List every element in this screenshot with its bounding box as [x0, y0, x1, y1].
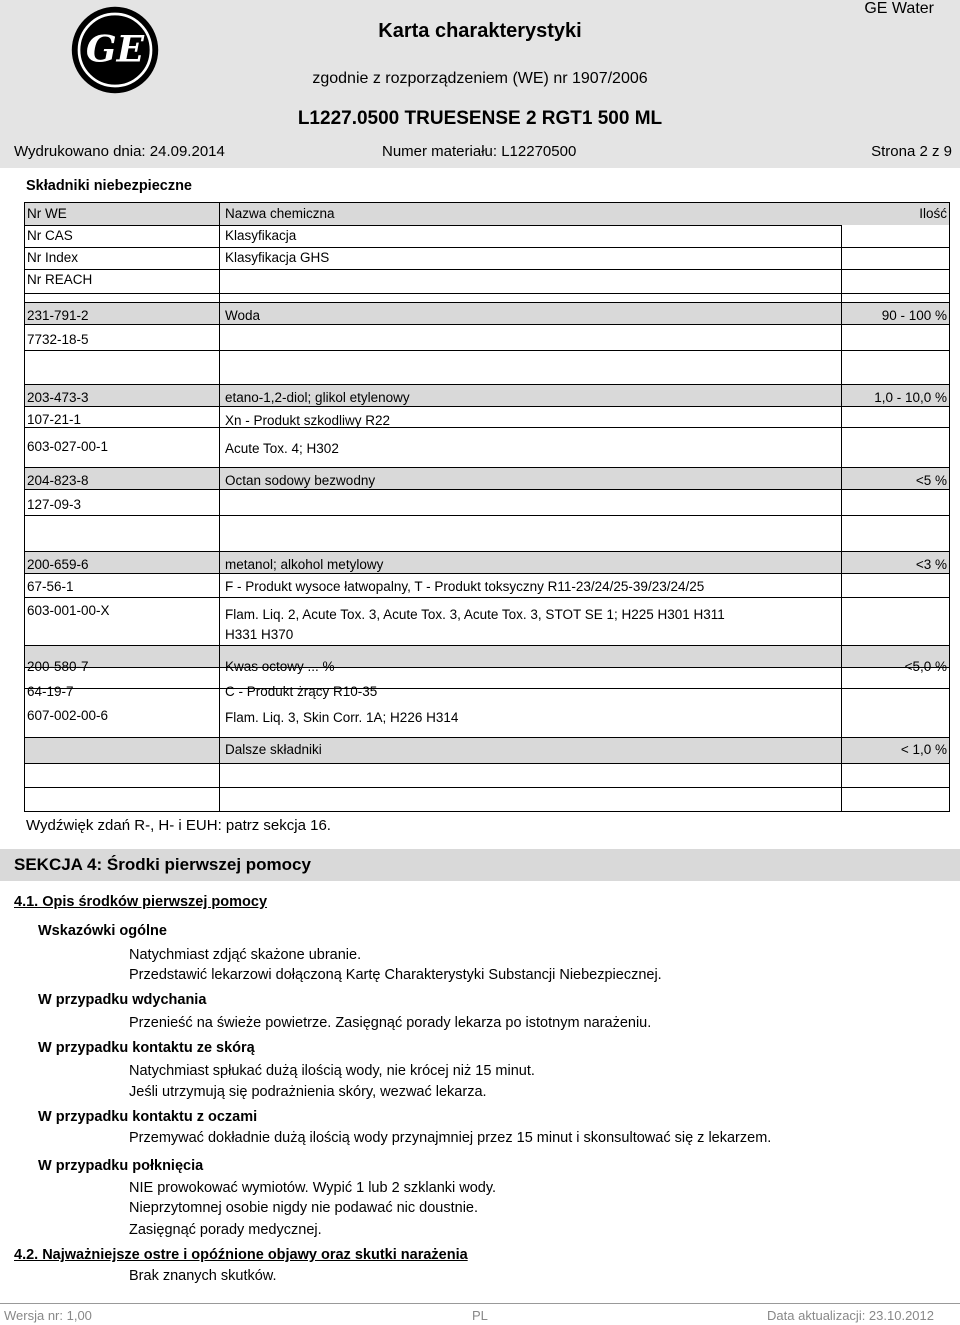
index-number: 603-001-00-X — [27, 603, 110, 618]
hazardous-components-heading: Składniki niebezpieczne — [26, 178, 192, 194]
amount: <5 % — [915, 473, 947, 488]
row-band — [25, 737, 949, 763]
cas-number: 67-56-1 — [27, 579, 74, 594]
amount: 1,0 - 10,0 % — [874, 390, 947, 405]
general-advice-text: Natychmiast zdjąć skażone ubranie. — [129, 947, 362, 963]
col-header-cas-number: Nr CAS — [27, 228, 73, 243]
row-band — [25, 551, 949, 573]
ingestion-text: Zasięgnąć porady medycznej. — [129, 1222, 322, 1238]
language-code: PL — [472, 1308, 488, 1323]
col-header-amount: Ilość — [919, 206, 947, 221]
row-band — [25, 302, 949, 324]
section4-title: SEKCJA 4: Środki pierwszej pomocy — [14, 855, 311, 874]
cas-number: 127-09-3 — [27, 497, 82, 512]
subsection-4-2-text: Brak znanych skutków. — [129, 1268, 277, 1284]
regulation-text: zgodnie z rozporządzeniem (WE) nr 1907/2006 — [312, 70, 648, 87]
document-title: Karta charakterystyki — [378, 20, 582, 42]
row-band — [25, 645, 949, 667]
col-header-index-number: Nr Index — [27, 250, 79, 265]
chemical-name: etano-1,2-diol; glikol etylenowy — [225, 390, 410, 405]
other-components-label: Dalsze składniki — [225, 742, 322, 757]
cas-number: 64-19-7 — [27, 684, 74, 699]
cas-number: 7732-18-5 — [27, 332, 89, 347]
eye-contact-label: W przypadku kontaktu z oczami — [38, 1109, 258, 1125]
ec-number: 200-580-7 — [27, 659, 89, 674]
ingestion-text: NIE prowokować wymiotów. Wypić 1 lub 2 szklanki wody. — [129, 1180, 497, 1196]
amount: 90 - 100 % — [881, 308, 947, 323]
index-number: 607-002-00-6 — [27, 708, 109, 723]
page-number: Strona 2 z 9 — [871, 143, 952, 160]
index-number: 603-027-00-1 — [27, 439, 109, 454]
brand-name: GE Water — [864, 0, 934, 17]
print-date: Wydrukowano dnia: 24.09.2014 — [14, 143, 225, 160]
amount: <5,0 % — [904, 659, 947, 674]
classification: Xn - Produkt szkodliwy R22 — [225, 413, 391, 428]
ghs-classification: Acute Tox. 4; H302 — [225, 441, 339, 456]
col-header-ghs-classification: Klasyfikacja GHS — [225, 250, 330, 265]
version-number: Wersja nr: 1,00 — [4, 1308, 92, 1323]
amount: <3 % — [915, 557, 947, 572]
ghs-classification: Flam. Liq. 3, Skin Corr. 1A; H226 H314 — [225, 710, 459, 725]
svg-text:GE: GE — [85, 28, 145, 71]
ghs-classification-cont: H331 H370 — [225, 627, 294, 642]
ec-number: 204-823-8 — [27, 473, 89, 488]
r-h-phrases-note: Wydźwięk zdań R-, H- i EUH: patrz sekcja 16. — [26, 817, 331, 834]
general-advice-text: Przedstawić lekarzowi dołączoną Kartę Charakterystyki Substancji Niebezpiecznej. — [129, 967, 662, 983]
cas-number: 107-21-1 — [27, 412, 82, 427]
chemical-name: Octan sodowy bezwodny — [225, 473, 376, 488]
skin-contact-text: Jeśli utrzymują się podrażnienia skóry, wezwać lekarza. — [129, 1084, 487, 1100]
classification: F - Produkt wysoce łatwopalny, T - Produkt toksyczny R11-23/24/25-39/23/24/25 — [225, 579, 705, 594]
inhalation-text: Przenieść na świeże powietrze. Zasięgnąć porady lekarza po istotnym narażeniu. — [129, 1015, 652, 1031]
ingestion-text: Nieprzytomnej osobie nigdy nie podawać nic doustnie. — [129, 1200, 479, 1216]
product-name: L1227.0500 TRUESENSE 2 RGT1 500 ML — [297, 108, 663, 129]
ec-number: 203-473-3 — [27, 390, 89, 405]
update-date: Data aktualizacji: 23.10.2012 — [767, 1308, 934, 1323]
skin-contact-text: Natychmiast spłukać dużą ilością wody, nie krócej niż 15 minut. — [129, 1063, 535, 1079]
ingestion-label: W przypadku połknięcia — [38, 1158, 204, 1174]
subsection-4-1-title: 4.1. Opis środków pierwszej pomocy — [14, 894, 268, 910]
col-header-reach-number: Nr REACH — [27, 272, 93, 287]
inhalation-label: W przypadku wdychania — [38, 992, 207, 1008]
ghs-classification: Flam. Liq. 2, Acute Tox. 3, Acute Tox. 3, Acute Tox. 3, STOT SE 1; H225 H301 H311 — [225, 607, 725, 622]
classification: C - Produkt żrący R10-35 — [225, 684, 378, 699]
eye-contact-text: Przemywać dokładnie dużą ilością wody przynajmniej przez 15 minut i skonsultować się z lekarzem. — [129, 1130, 772, 1146]
row-band — [25, 467, 949, 489]
row-band — [25, 384, 949, 406]
col-header-classification: Klasyfikacja — [225, 228, 297, 243]
ec-number: 231-791-2 — [27, 308, 89, 323]
other-components-amount: < 1,0 % — [900, 742, 947, 757]
chemical-name: Woda — [225, 308, 261, 323]
chemical-name: metanol; alkohol metylowy — [225, 557, 384, 572]
hazardous-components-table — [24, 202, 950, 812]
header-row-band — [25, 203, 949, 225]
chemical-name: Kwas octowy ... % — [225, 659, 335, 674]
skin-contact-label: W przypadku kontaktu ze skórą — [38, 1040, 255, 1056]
ec-number: 200-659-6 — [27, 557, 89, 572]
col-header-chemical-name: Nazwa chemiczna — [225, 206, 335, 221]
general-advice-label: Wskazówki ogólne — [38, 923, 167, 939]
material-number: Numer materiału: L12270500 — [382, 143, 577, 160]
col-header-ec-number: Nr WE — [27, 206, 67, 221]
subsection-4-2-title: 4.2. Najważniejsze ostre i opóźnione objawy oraz skutki narażenia — [14, 1247, 468, 1263]
